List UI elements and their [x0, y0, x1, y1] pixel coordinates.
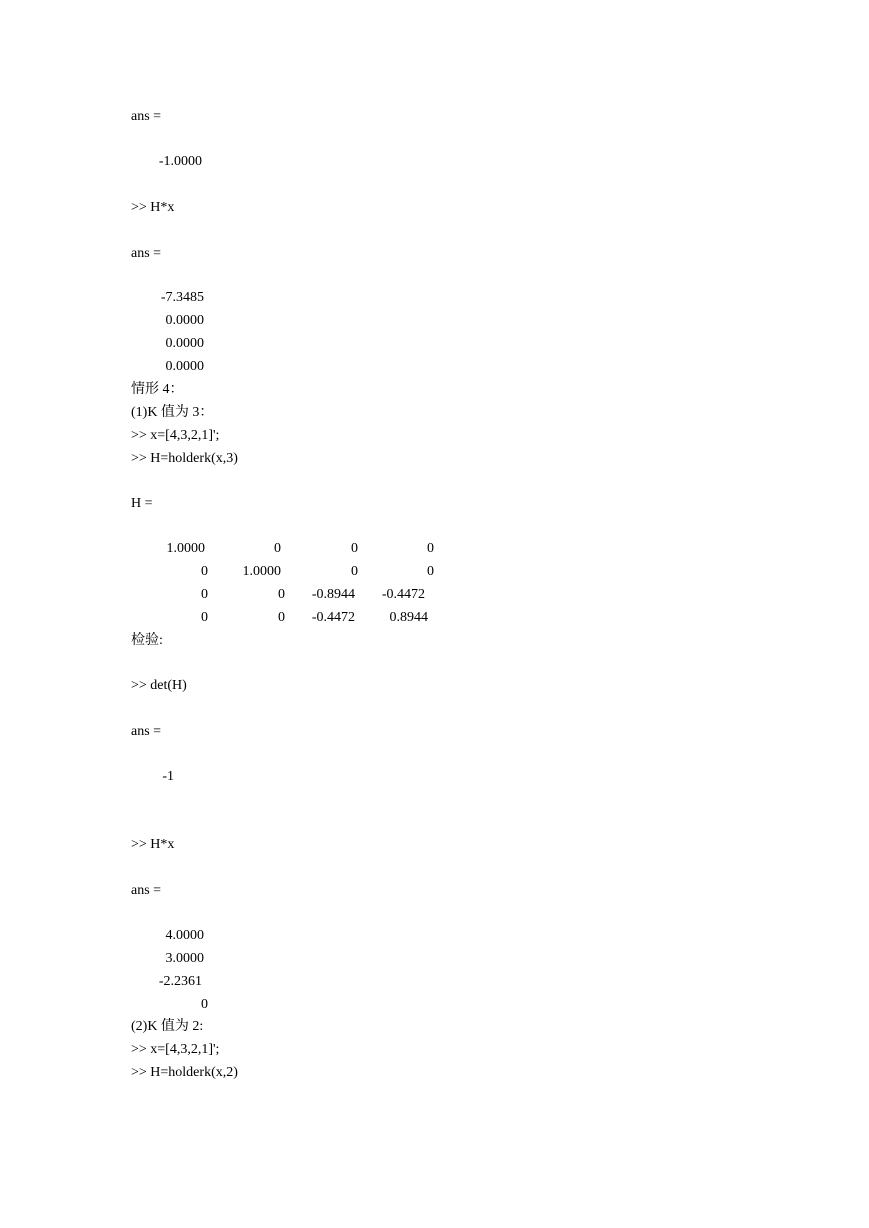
command-hx-2: >> H*x — [131, 837, 175, 852]
matrix-cell: 0.8944 — [389, 610, 428, 625]
vector-entry: 3.0000 — [165, 951, 204, 966]
matrix-cell: 1.0000 — [166, 541, 205, 556]
vector-entry: 0.0000 — [165, 336, 204, 351]
value-det: -1 — [162, 769, 174, 784]
command-x-2: >> x=[4,3,2,1]'; — [131, 1042, 220, 1057]
matrix-cell: -0.8944 — [311, 587, 355, 602]
command-det: >> det(H) — [131, 678, 187, 693]
command-holderk-3: >> H=holderk(x,3) — [131, 451, 238, 466]
matrix-cell: 0 — [427, 564, 434, 579]
command-hx-1: >> H*x — [131, 200, 175, 215]
matrix-cell: 0 — [278, 610, 285, 625]
vector-entry: -2.2361 — [158, 974, 202, 989]
check-label: 检验: — [131, 633, 163, 648]
ans-label-1: ans = — [131, 109, 162, 124]
case-heading: 情形 4： — [131, 382, 184, 397]
matrix-cell: 1.0000 — [242, 564, 281, 579]
vector-entry: 4.0000 — [165, 928, 204, 943]
command-holderk-2: >> H=holderk(x,2) — [131, 1065, 238, 1080]
matrix-cell: 0 — [278, 587, 285, 602]
matrix-cell: 0 — [201, 564, 208, 579]
matrix-cell: -0.4472 — [381, 587, 425, 602]
matrix-cell: -0.4472 — [311, 610, 355, 625]
subcase-k2: (2)K 值为 2: — [131, 1019, 204, 1034]
matrix-cell: 0 — [274, 541, 281, 556]
command-x-1: >> x=[4,3,2,1]'; — [131, 428, 220, 443]
vector-entry: 0.0000 — [165, 313, 204, 328]
matrix-cell: 0 — [201, 587, 208, 602]
subcase-k3: (1)K 值为 3： — [131, 405, 214, 420]
ans-label-3: ans = — [131, 724, 162, 739]
ans-label-4: ans = — [131, 883, 162, 898]
matrix-cell: 0 — [351, 564, 358, 579]
matrix-cell: 0 — [427, 541, 434, 556]
vector-entry: 0.0000 — [165, 359, 204, 374]
ans-label-2: ans = — [131, 246, 162, 261]
value-det-result: -1.0000 — [158, 154, 202, 169]
h-label: H = — [131, 496, 153, 511]
matrix-cell: 0 — [351, 541, 358, 556]
vector-entry: -7.3485 — [160, 290, 204, 305]
matrix-cell: 0 — [201, 610, 208, 625]
vector-entry: 0 — [201, 997, 208, 1012]
